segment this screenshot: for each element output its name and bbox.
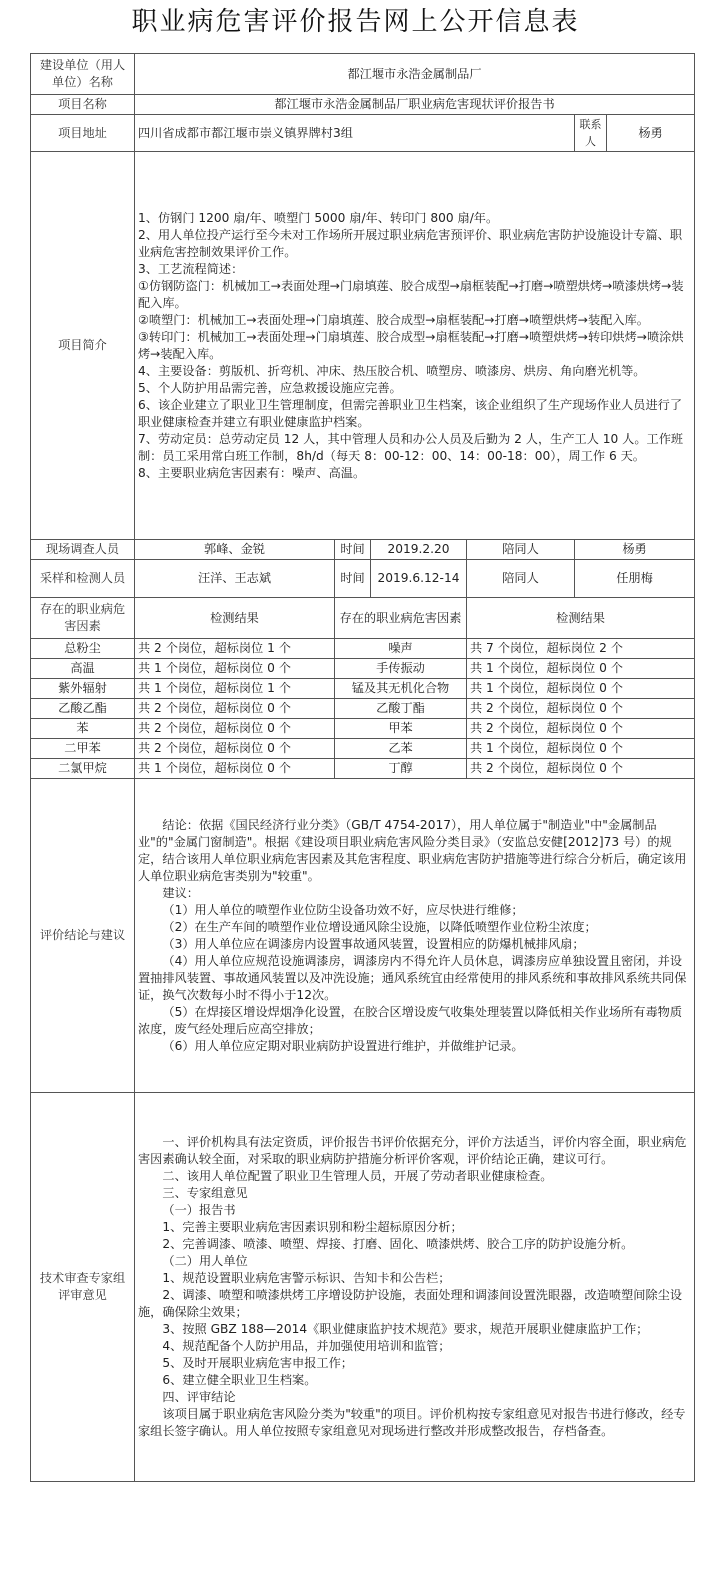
hazard-result: 共 1 个岗位，超标岗位 1 个 [135,679,335,699]
project-name: 都江堰市永浩金属制品厂职业病危害现状评价报告书 [135,95,695,115]
site-survey-companion: 杨勇 [575,540,695,560]
review-line: （二）用人单位 [162,1254,248,1268]
hazard-name: 甲苯 [335,719,467,739]
site-survey-people: 郭峰、金锐 [135,540,335,560]
unit-label: 建设单位（用人单位）名称 [31,54,135,95]
hazard-result: 共 1 个岗位，超标岗位 0 个 [135,759,335,779]
summary-line: 4、主要设备：剪版机、折弯机、冲床、热压胶合机、喷塑房、喷漆房、烘房、角向磨光机等。 [138,363,646,378]
conclusion-line: 建议： [162,885,199,900]
hazard-result: 共 1 个岗位，超标岗位 0 个 [467,739,695,759]
summary-line: 1、仿钢门 1200 扇/年、喷塑门 5000 扇/年、转印门 800 扇/年。 [138,210,499,225]
site-survey-date: 2019.2.20 [371,540,467,560]
hazard-header-left: 存在的职业病危害因素 [31,598,135,639]
sampling-companion: 任朋梅 [575,560,695,598]
hazard-result: 共 2 个岗位，超标岗位 0 个 [135,719,335,739]
hazard-name: 紫外辐射 [31,679,135,699]
summary-line: 5、个人防护用品需完善，应急救援设施应完善。 [138,380,402,395]
hazard-result: 共 1 个岗位，超标岗位 0 个 [467,679,695,699]
conclusion-text [135,779,695,1093]
result-header-left: 检测结果 [135,598,335,639]
review-line: 4、规范配备个人防护用品，并加强使用培训和监管； [162,1339,451,1353]
hazard-name: 丁醇 [335,759,467,779]
sampling-people: 汪洋、王志斌 [135,560,335,598]
conclusion-line: （6）用人单位应定期对职业病防护设置进行维护，并做维护记录。 [162,1038,524,1053]
hazard-name: 乙苯 [335,739,467,759]
hazard-result: 共 7 个岗位，超标岗位 2 个 [467,639,695,659]
conclusion-line: （2）在生产车间的喷塑作业位增设通风除尘设施，以降低喷塑作业位粉尘浓度； [162,919,597,934]
hazard-name: 总粉尘 [31,639,135,659]
summary-line: 7、劳动定员：总劳动定员 12 人，其中管理人员和办公人员及后勤为 2 人，生产工人 10 人。工作班制：员工采用常白班工作制，8h/d（每天 8：00-12：00、14：00-18：00），周工作 6 天。 [138,431,684,463]
unit-name: 都江堰市永浩金属制品厂 [135,54,695,95]
hazard-result: 共 2 个岗位，超标岗位 1 个 [135,639,335,659]
hazard-name: 乙酸乙酯 [31,699,135,719]
page-title: 职业病危害评价报告网上公开信息表 [131,7,580,37]
review-line: 2、调漆、喷塑和喷漆烘烤工序增设防护设施，表面处理和调漆间设置洗眼器，改造喷塑间除尘设施，确保除尘效果； [138,1288,683,1319]
project-address: 四川省成都市都江堰市崇义镇界牌村3组 [135,115,575,152]
hazard-result: 共 2 个岗位，超标岗位 0 个 [135,699,335,719]
info-table [30,53,695,1482]
hazard-result: 共 2 个岗位，超标岗位 0 个 [135,739,335,759]
conclusion-line: （4）用人单位应规范设施调漆房，调漆房内不得允许人员休息，调漆房应单独设置且密闭，并设置抽排风装置、事故通风装置以及冲洗设施；通风系统宜由经常使用的排风系统和事故排风系统共同保证，换气次数每小时不得小于12次。 [138,953,687,1002]
summary-line: ③转印门：机械加工→表面处理→门扇填莲、胶合成型→扇框装配→打磨→喷塑烘烤→转印烘烤→喷涂烘烤→装配入库。 [138,329,684,361]
review-line: 四、评审结论 [162,1390,236,1404]
site-survey-companion-label: 陪同人 [467,540,575,560]
project-address-label: 项目地址 [31,115,135,152]
contact-label: 联系人 [575,115,607,152]
contact-name: 杨勇 [607,115,695,152]
review-line: （一）报告书 [162,1203,236,1217]
review-line: 二、该用人单位配置了职业卫生管理人员，开展了劳动者职业健康检查。 [162,1169,553,1183]
hazard-name: 二甲苯 [31,739,135,759]
summary-text [135,152,695,540]
site-survey-label: 现场调查人员 [31,540,135,560]
hazard-name: 苯 [31,719,135,739]
conclusion-line: （5）在焊接区增设焊烟净化设置，在胶合区增设废气收集处理装置以降低相关作业场所有毒物质浓度，废气经处理后应高空排放； [138,1004,683,1036]
hazard-name: 二氯甲烷 [31,759,135,779]
review-label: 技术审查专家组评审意见 [31,1093,135,1482]
review-line: 三、专家组意见 [162,1186,248,1200]
hazard-name: 手传振动 [335,659,467,679]
hazard-result: 共 2 个岗位，超标岗位 0 个 [467,759,695,779]
summary-line: 8、主要职业病危害因素有：噪声、高温。 [138,465,366,480]
summary-label: 项目简介 [31,152,135,540]
hazard-name: 高温 [31,659,135,679]
review-line: 一、评价机构具有法定资质，评价报告书评价依据充分，评价方法适当，评价内容全面，职业病危害因素确认较全面，对采取的职业病防护措施分析评价客观，评价结论正确，建议可行。 [138,1135,687,1166]
hazard-result: 共 1 个岗位，超标岗位 0 个 [467,659,695,679]
review-line: 该项目属于职业病危害风险分类为"较重"的项目。评价机构按专家组意见对报告书进行修改，经专家组长签字确认。用人单位按照专家组意见对现场进行整改并形成整改报告，存档备查。 [138,1407,686,1438]
review-line: 1、完善主要职业病危害因素识别和粉尘超标原因分析； [162,1220,463,1234]
result-header-right: 检测结果 [467,598,695,639]
site-survey-time-label: 时间 [335,540,371,560]
summary-line: ②喷塑门：机械加工→表面处理→门扇填莲、胶合成型→扇框装配→打磨→喷塑烘烤→装配入库。 [138,312,649,327]
review-line: 6、建立健全职业卫生档案。 [162,1373,317,1387]
summary-line: 2、用人单位投产运行至今未对工作场所开展过职业病危害预评价、职业病危害防护设施设计专篇、职业病危害控制效果评价工作。 [138,227,683,259]
conclusion-label: 评价结论与建议 [31,779,135,1093]
hazard-header-right: 存在的职业病危害因素 [335,598,467,639]
conclusion-line: （1）用人单位的喷塑作业位防尘设备功效不好，应尽快进行维修； [162,902,524,917]
hazard-result: 共 2 个岗位，超标岗位 0 个 [467,719,695,739]
hazard-result: 共 1 个岗位，超标岗位 0 个 [135,659,335,679]
hazard-name: 乙酸丁酯 [335,699,467,719]
sampling-label: 采样和检测人员 [31,560,135,598]
hazard-name: 锰及其无机化合物 [335,679,467,699]
review-line: 3、按照 GBZ 188—2014《职业健康监护技术规范》要求，规范开展职业健康监护工作； [162,1322,649,1336]
hazard-result: 共 2 个岗位，超标岗位 0 个 [467,699,695,719]
sampling-companion-label: 陪同人 [467,560,575,598]
review-line: 5、及时开展职业病危害申报工作； [162,1356,353,1370]
hazard-name: 噪声 [335,639,467,659]
review-line: 1、规范设置职业病危害警示标识、告知卡和公告栏； [162,1271,451,1285]
review-text [135,1093,695,1482]
sampling-date: 2019.6.12-14 [371,560,467,598]
conclusion-line: （3）用人单位应在调漆房内设置事故通风装置，设置相应的防爆机械排风扇； [162,936,585,951]
sampling-time-label: 时间 [335,560,371,598]
conclusion-line: 结论：依据《国民经济行业分类》（GB/T 4754-2017），用人单位属于"制造业"中"金属制品业"的"金属门窗制造"。根据《建设项目职业病危害风险分类目录》（安监总安健[2012]73 号）的规定，结合该用人单位职业病危害因素及其危害程度、职业病危害防护措施等进行综合分析后，确定该用人单位职业病危害类别为"较重"。 [138,817,687,883]
summary-line: ①仿钢防盗门：机械加工→表面处理→门扇填莲、胶合成型→扇框装配→打磨→喷塑烘烤→喷漆烘烤→装配入库。 [138,278,684,310]
summary-line: 3、工艺流程简述： [138,261,244,276]
summary-line: 6、该企业建立了职业卫生管理制度，但需完善职业卫生档案，该企业组织了生产现场作业人员进行了职业健康检查并建立有职业健康监护档案。 [138,397,683,429]
project-name-label: 项目名称 [31,95,135,115]
review-line: 2、完善调漆、喷漆、喷塑、焊接、打磨、固化、喷漆烘烤、胶合工序的防护设施分析。 [162,1237,634,1251]
